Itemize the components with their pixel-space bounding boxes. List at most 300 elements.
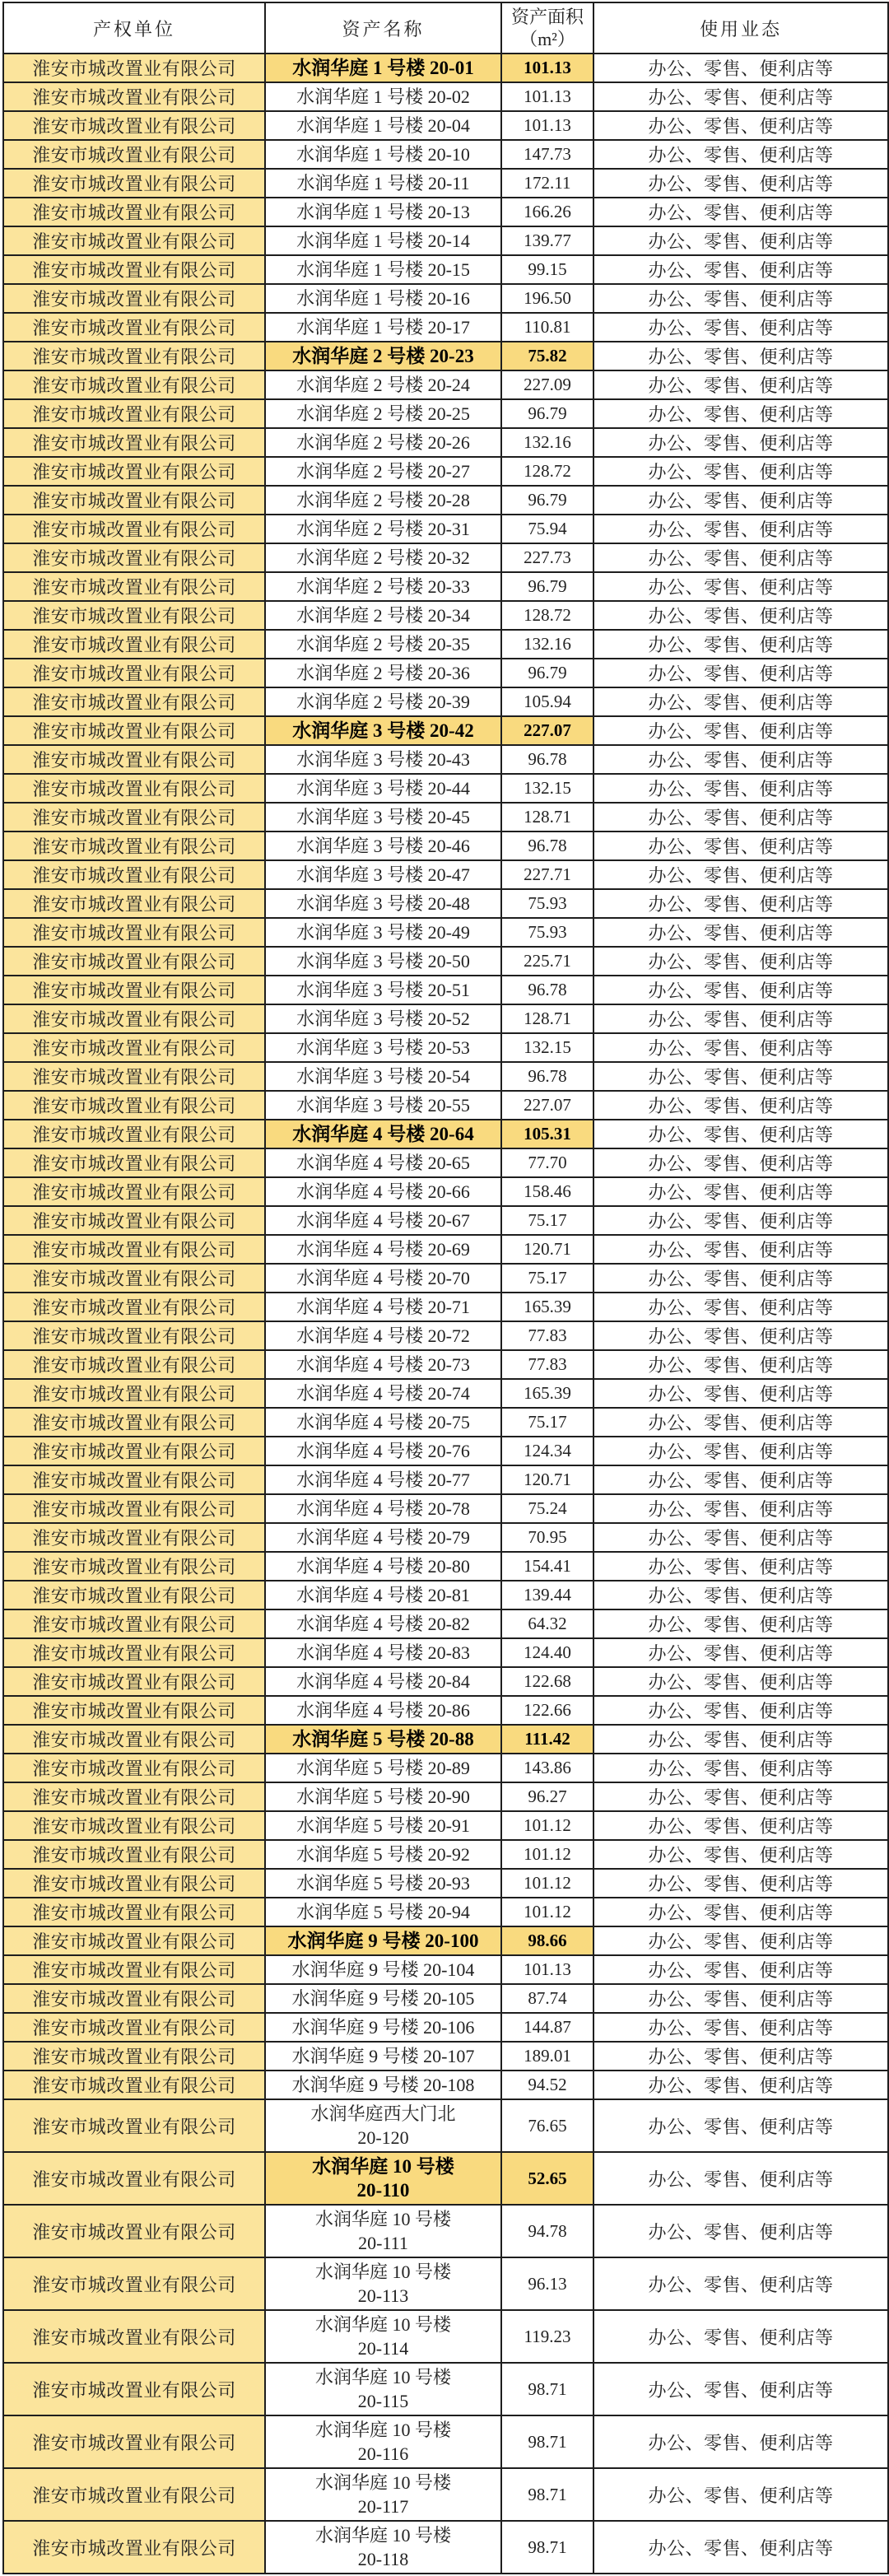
asset-name-cell: 水润华庭 4 号楼 20-78 bbox=[265, 1494, 501, 1523]
usage-cell: 办公、零售、便利店等 bbox=[593, 889, 888, 918]
owner-cell: 淮安市城改置业有限公司 bbox=[3, 1754, 265, 1782]
usage-cell: 办公、零售、便利店等 bbox=[593, 2257, 888, 2310]
owner-cell: 淮安市城改置业有限公司 bbox=[3, 976, 265, 1004]
usage-cell: 办公、零售、便利店等 bbox=[593, 947, 888, 976]
area-cell: 64.32 bbox=[501, 1609, 593, 1638]
area-cell: 196.50 bbox=[501, 284, 593, 313]
usage-cell: 办公、零售、便利店等 bbox=[593, 2363, 888, 2415]
table-body bbox=[3, 54, 888, 2574]
usage-cell: 办公、零售、便利店等 bbox=[593, 399, 888, 428]
area-cell: 120.71 bbox=[501, 1235, 593, 1264]
asset-name-cell: 水润华庭 5 号楼 20-93 bbox=[265, 1869, 501, 1898]
owner-cell: 淮安市城改置业有限公司 bbox=[3, 659, 265, 687]
area-cell: 105.31 bbox=[501, 1120, 593, 1148]
table-row bbox=[3, 1004, 888, 1033]
area-cell: 101.12 bbox=[501, 1811, 593, 1840]
area-cell: 75.93 bbox=[501, 918, 593, 947]
owner-cell: 淮安市城改置业有限公司 bbox=[3, 745, 265, 774]
asset-name-cell: 水润华庭 9 号楼 20-106 bbox=[265, 2013, 501, 2042]
usage-cell: 办公、零售、便利店等 bbox=[593, 1379, 888, 1408]
usage-cell: 办公、零售、便利店等 bbox=[593, 976, 888, 1004]
owner-cell: 淮安市城改置业有限公司 bbox=[3, 889, 265, 918]
usage-cell: 办公、零售、便利店等 bbox=[593, 1437, 888, 1465]
asset-name-cell: 水润华庭 10 号楼 20-117 bbox=[265, 2468, 501, 2521]
asset-name-cell: 水润华庭 10 号楼 20-115 bbox=[265, 2363, 501, 2415]
owner-cell: 淮安市城改置业有限公司 bbox=[3, 774, 265, 803]
area-cell: 75.17 bbox=[501, 1206, 593, 1235]
usage-cell: 办公、零售、便利店等 bbox=[593, 2099, 888, 2152]
table-row bbox=[3, 255, 888, 284]
usage-cell: 办公、零售、便利店等 bbox=[593, 2071, 888, 2099]
usage-cell: 办公、零售、便利店等 bbox=[593, 1581, 888, 1609]
area-cell: 101.13 bbox=[501, 82, 593, 111]
asset-name-cell: 水润华庭 10 号楼 20-116 bbox=[265, 2415, 501, 2468]
area-cell: 165.39 bbox=[501, 1379, 593, 1408]
table-row bbox=[3, 1120, 888, 1148]
area-cell: 132.16 bbox=[501, 630, 593, 659]
area-cell: 110.81 bbox=[501, 313, 593, 342]
area-cell: 144.87 bbox=[501, 2013, 593, 2042]
table-row bbox=[3, 1293, 888, 1321]
asset-name-cell: 水润华庭 1 号楼 20-10 bbox=[265, 140, 501, 169]
table-row bbox=[3, 601, 888, 630]
owner-cell: 淮安市城改置业有限公司 bbox=[3, 342, 265, 370]
asset-name-cell: 水润华庭 4 号楼 20-74 bbox=[265, 1379, 501, 1408]
usage-cell: 办公、零售、便利店等 bbox=[593, 1350, 888, 1379]
owner-cell: 淮安市城改置业有限公司 bbox=[3, 255, 265, 284]
asset-name-cell: 水润华庭 3 号楼 20-49 bbox=[265, 918, 501, 947]
area-cell: 189.01 bbox=[501, 2042, 593, 2071]
usage-cell: 办公、零售、便利店等 bbox=[593, 1869, 888, 1898]
area-cell: 75.17 bbox=[501, 1264, 593, 1293]
usage-cell: 办公、零售、便利店等 bbox=[593, 1004, 888, 1033]
table-row bbox=[3, 1408, 888, 1437]
usage-cell: 办公、零售、便利店等 bbox=[593, 255, 888, 284]
usage-cell: 办公、零售、便利店等 bbox=[593, 2152, 888, 2205]
area-cell: 122.68 bbox=[501, 1667, 593, 1696]
owner-cell: 淮安市城改置业有限公司 bbox=[3, 226, 265, 255]
usage-cell: 办公、零售、便利店等 bbox=[593, 1235, 888, 1264]
asset-name-cell: 水润华庭 1 号楼 20-13 bbox=[265, 198, 501, 226]
owner-cell: 淮安市城改置业有限公司 bbox=[3, 543, 265, 572]
area-cell: 225.71 bbox=[501, 947, 593, 976]
asset-name-cell: 水润华庭 3 号楼 20-54 bbox=[265, 1062, 501, 1091]
table-row bbox=[3, 2521, 888, 2574]
asset-name-cell: 水润华庭 2 号楼 20-32 bbox=[265, 543, 501, 572]
asset-name-cell: 水润华庭 3 号楼 20-42 bbox=[265, 716, 501, 745]
asset-name-cell: 水润华庭 10 号楼 20-111 bbox=[265, 2205, 501, 2257]
asset-name-cell: 水润华庭 4 号楼 20-79 bbox=[265, 1523, 501, 1552]
asset-name-cell: 水润华庭 2 号楼 20-23 bbox=[265, 342, 501, 370]
table-row bbox=[3, 745, 888, 774]
asset-name-cell: 水润华庭 3 号楼 20-44 bbox=[265, 774, 501, 803]
table-row bbox=[3, 1667, 888, 1696]
asset-name-cell: 水润华庭 4 号楼 20-80 bbox=[265, 1552, 501, 1581]
owner-cell: 淮安市城改置业有限公司 bbox=[3, 1869, 265, 1898]
usage-cell: 办公、零售、便利店等 bbox=[593, 1898, 888, 1926]
table-row bbox=[3, 54, 888, 82]
owner-cell: 淮安市城改置业有限公司 bbox=[3, 1609, 265, 1638]
area-cell: 143.86 bbox=[501, 1754, 593, 1782]
usage-cell: 办公、零售、便利店等 bbox=[593, 54, 888, 82]
owner-cell: 淮安市城改置业有限公司 bbox=[3, 1206, 265, 1235]
asset-name-cell: 水润华庭 4 号楼 20-73 bbox=[265, 1350, 501, 1379]
table-row bbox=[3, 1494, 888, 1523]
table-row bbox=[3, 370, 888, 399]
usage-cell: 办公、零售、便利店等 bbox=[593, 457, 888, 486]
usage-cell: 办公、零售、便利店等 bbox=[593, 284, 888, 313]
table-row bbox=[3, 659, 888, 687]
usage-cell: 办公、零售、便利店等 bbox=[593, 111, 888, 140]
table-row bbox=[3, 803, 888, 831]
asset-name-cell: 水润华庭 4 号楼 20-67 bbox=[265, 1206, 501, 1235]
owner-cell: 淮安市城改置业有限公司 bbox=[3, 428, 265, 457]
asset-name-cell: 水润华庭 9 号楼 20-108 bbox=[265, 2071, 501, 2099]
owner-cell: 淮安市城改置业有限公司 bbox=[3, 1696, 265, 1725]
area-cell: 111.42 bbox=[501, 1725, 593, 1754]
table-row bbox=[3, 860, 888, 889]
usage-cell: 办公、零售、便利店等 bbox=[593, 342, 888, 370]
asset-name-cell: 水润华庭 5 号楼 20-89 bbox=[265, 1754, 501, 1782]
table-header bbox=[3, 2, 888, 54]
owner-cell: 淮安市城改置业有限公司 bbox=[3, 947, 265, 976]
usage-cell: 办公、零售、便利店等 bbox=[593, 1955, 888, 1984]
asset-name-cell: 水润华庭 2 号楼 20-34 bbox=[265, 601, 501, 630]
usage-cell: 办公、零售、便利店等 bbox=[593, 1120, 888, 1148]
usage-cell: 办公、零售、便利店等 bbox=[593, 659, 888, 687]
asset-name-cell: 水润华庭 3 号楼 20-50 bbox=[265, 947, 501, 976]
table-row bbox=[3, 2257, 888, 2310]
usage-cell: 办公、零售、便利店等 bbox=[593, 1696, 888, 1725]
owner-cell: 淮安市城改置业有限公司 bbox=[3, 2071, 265, 2099]
header-col-usage: 使用业态 bbox=[593, 2, 888, 54]
asset-name-cell: 水润华庭 1 号楼 20-17 bbox=[265, 313, 501, 342]
table-row bbox=[3, 1091, 888, 1120]
asset-name-cell: 水润华庭 2 号楼 20-26 bbox=[265, 428, 501, 457]
usage-cell: 办公、零售、便利店等 bbox=[593, 370, 888, 399]
area-cell: 158.46 bbox=[501, 1177, 593, 1206]
table-row bbox=[3, 2205, 888, 2257]
asset-name-cell: 水润华庭 4 号楼 20-86 bbox=[265, 1696, 501, 1725]
area-cell: 101.12 bbox=[501, 1869, 593, 1898]
usage-cell: 办公、零售、便利店等 bbox=[593, 1638, 888, 1667]
usage-cell: 办公、零售、便利店等 bbox=[593, 169, 888, 198]
table-row bbox=[3, 630, 888, 659]
area-cell: 101.13 bbox=[501, 1955, 593, 1984]
asset-name-cell: 水润华庭 3 号楼 20-55 bbox=[265, 1091, 501, 1120]
table-row bbox=[3, 2013, 888, 2042]
owner-cell: 淮安市城改置业有限公司 bbox=[3, 313, 265, 342]
asset-name-cell: 水润华庭 2 号楼 20-35 bbox=[265, 630, 501, 659]
asset-name-cell: 水润华庭 1 号楼 20-01 bbox=[265, 54, 501, 82]
usage-cell: 办公、零售、便利店等 bbox=[593, 1465, 888, 1494]
asset-name-cell: 水润华庭 2 号楼 20-33 bbox=[265, 572, 501, 601]
owner-cell: 淮安市城改置业有限公司 bbox=[3, 399, 265, 428]
asset-name-cell: 水润华庭 1 号楼 20-16 bbox=[265, 284, 501, 313]
area-cell: 96.13 bbox=[501, 2257, 593, 2310]
area-cell: 128.71 bbox=[501, 1004, 593, 1033]
owner-cell: 淮安市城改置业有限公司 bbox=[3, 198, 265, 226]
usage-cell: 办公、零售、便利店等 bbox=[593, 1206, 888, 1235]
asset-name-cell: 水润华庭 4 号楼 20-84 bbox=[265, 1667, 501, 1696]
usage-cell: 办公、零售、便利店等 bbox=[593, 1984, 888, 2013]
owner-cell: 淮安市城改置业有限公司 bbox=[3, 716, 265, 745]
asset-name-cell: 水润华庭 2 号楼 20-25 bbox=[265, 399, 501, 428]
table-row bbox=[3, 572, 888, 601]
asset-name-cell: 水润华庭 3 号楼 20-53 bbox=[265, 1033, 501, 1062]
area-cell: 227.07 bbox=[501, 716, 593, 745]
area-cell: 166.26 bbox=[501, 198, 593, 226]
area-cell: 139.77 bbox=[501, 226, 593, 255]
usage-cell: 办公、零售、便利店等 bbox=[593, 1321, 888, 1350]
header-col-owner: 产权单位 bbox=[3, 2, 265, 54]
owner-cell: 淮安市城改置业有限公司 bbox=[3, 1926, 265, 1955]
owner-cell: 淮安市城改置业有限公司 bbox=[3, 1321, 265, 1350]
owner-cell: 淮安市城改置业有限公司 bbox=[3, 1984, 265, 2013]
usage-cell: 办公、零售、便利店等 bbox=[593, 803, 888, 831]
usage-cell: 办公、零售、便利店等 bbox=[593, 1264, 888, 1293]
table-row bbox=[3, 1206, 888, 1235]
owner-cell: 淮安市城改置业有限公司 bbox=[3, 1552, 265, 1581]
owner-cell: 淮安市城改置业有限公司 bbox=[3, 1148, 265, 1177]
table-row bbox=[3, 1148, 888, 1177]
usage-cell: 办公、零售、便利店等 bbox=[593, 2415, 888, 2468]
asset-name-cell: 水润华庭 5 号楼 20-94 bbox=[265, 1898, 501, 1926]
usage-cell: 办公、零售、便利店等 bbox=[593, 1609, 888, 1638]
area-cell: 76.65 bbox=[501, 2099, 593, 2152]
area-cell: 124.34 bbox=[501, 1437, 593, 1465]
owner-cell: 淮安市城改置业有限公司 bbox=[3, 1494, 265, 1523]
table-row bbox=[3, 918, 888, 947]
area-cell: 75.93 bbox=[501, 889, 593, 918]
area-cell: 96.79 bbox=[501, 572, 593, 601]
owner-cell: 淮安市城改置业有限公司 bbox=[3, 1437, 265, 1465]
usage-cell: 办公、零售、便利店等 bbox=[593, 1667, 888, 1696]
area-cell: 128.72 bbox=[501, 601, 593, 630]
owner-cell: 淮安市城改置业有限公司 bbox=[3, 2099, 265, 2152]
area-cell: 132.16 bbox=[501, 428, 593, 457]
table-row bbox=[3, 1465, 888, 1494]
owner-cell: 淮安市城改置业有限公司 bbox=[3, 2363, 265, 2415]
table-row bbox=[3, 831, 888, 860]
table-row bbox=[3, 342, 888, 370]
usage-cell: 办公、零售、便利店等 bbox=[593, 2468, 888, 2521]
owner-cell: 淮安市城改置业有限公司 bbox=[3, 82, 265, 111]
asset-name-cell: 水润华庭 4 号楼 20-65 bbox=[265, 1148, 501, 1177]
area-cell: 96.78 bbox=[501, 1062, 593, 1091]
asset-name-cell: 水润华庭 9 号楼 20-107 bbox=[265, 2042, 501, 2071]
area-cell: 77.70 bbox=[501, 1148, 593, 1177]
table-row bbox=[3, 313, 888, 342]
table-row bbox=[3, 1581, 888, 1609]
asset-name-cell: 水润华庭 5 号楼 20-92 bbox=[265, 1840, 501, 1869]
table-row bbox=[3, 1811, 888, 1840]
owner-cell: 淮安市城改置业有限公司 bbox=[3, 630, 265, 659]
table-row bbox=[3, 399, 888, 428]
table-row bbox=[3, 2099, 888, 2152]
owner-cell: 淮安市城改置业有限公司 bbox=[3, 169, 265, 198]
table-row bbox=[3, 1725, 888, 1754]
usage-cell: 办公、零售、便利店等 bbox=[593, 1725, 888, 1754]
area-cell: 70.95 bbox=[501, 1523, 593, 1552]
asset-name-cell: 水润华庭 9 号楼 20-105 bbox=[265, 1984, 501, 2013]
owner-cell: 淮安市城改置业有限公司 bbox=[3, 1725, 265, 1754]
asset-name-cell: 水润华庭 10 号楼 20-110 bbox=[265, 2152, 501, 2205]
owner-cell: 淮安市城改置业有限公司 bbox=[3, 1120, 265, 1148]
owner-cell: 淮安市城改置业有限公司 bbox=[3, 2521, 265, 2574]
owner-cell: 淮安市城改置业有限公司 bbox=[3, 515, 265, 543]
area-cell: 77.83 bbox=[501, 1350, 593, 1379]
table-row bbox=[3, 1379, 888, 1408]
usage-cell: 办公、零售、便利店等 bbox=[593, 918, 888, 947]
table-row bbox=[3, 486, 888, 515]
asset-name-cell: 水润华庭 3 号楼 20-48 bbox=[265, 889, 501, 918]
owner-cell: 淮安市城改置业有限公司 bbox=[3, 1782, 265, 1811]
area-cell: 52.65 bbox=[501, 2152, 593, 2205]
usage-cell: 办公、零售、便利店等 bbox=[593, 860, 888, 889]
owner-cell: 淮安市城改置业有限公司 bbox=[3, 457, 265, 486]
area-cell: 98.71 bbox=[501, 2521, 593, 2574]
asset-name-cell: 水润华庭 3 号楼 20-52 bbox=[265, 1004, 501, 1033]
owner-cell: 淮安市城改置业有限公司 bbox=[3, 370, 265, 399]
table-row bbox=[3, 543, 888, 572]
asset-name-cell: 水润华庭 2 号楼 20-36 bbox=[265, 659, 501, 687]
usage-cell: 办公、零售、便利店等 bbox=[593, 1408, 888, 1437]
asset-name-cell: 水润华庭 4 号楼 20-83 bbox=[265, 1638, 501, 1667]
usage-cell: 办公、零售、便利店等 bbox=[593, 831, 888, 860]
table-row bbox=[3, 2152, 888, 2205]
usage-cell: 办公、零售、便利店等 bbox=[593, 313, 888, 342]
area-cell: 98.71 bbox=[501, 2363, 593, 2415]
area-cell: 128.71 bbox=[501, 803, 593, 831]
area-cell: 75.82 bbox=[501, 342, 593, 370]
asset-name-cell: 水润华庭 4 号楼 20-64 bbox=[265, 1120, 501, 1148]
header-col-name: 资产名称 bbox=[265, 2, 501, 54]
asset-name-cell: 水润华庭 9 号楼 20-100 bbox=[265, 1926, 501, 1955]
area-cell: 227.07 bbox=[501, 1091, 593, 1120]
table-row bbox=[3, 1350, 888, 1379]
table-row bbox=[3, 2071, 888, 2099]
usage-cell: 办公、零售、便利店等 bbox=[593, 226, 888, 255]
area-cell: 132.15 bbox=[501, 774, 593, 803]
area-cell: 165.39 bbox=[501, 1293, 593, 1321]
asset-name-cell: 水润华庭 5 号楼 20-91 bbox=[265, 1811, 501, 1840]
owner-cell: 淮安市城改置业有限公司 bbox=[3, 1235, 265, 1264]
table-row bbox=[3, 1955, 888, 1984]
owner-cell: 淮安市城改置业有限公司 bbox=[3, 1638, 265, 1667]
table-row bbox=[3, 1177, 888, 1206]
area-cell: 96.79 bbox=[501, 659, 593, 687]
area-cell: 94.52 bbox=[501, 2071, 593, 2099]
usage-cell: 办公、零售、便利店等 bbox=[593, 1148, 888, 1177]
owner-cell: 淮安市城改置业有限公司 bbox=[3, 1091, 265, 1120]
area-cell: 122.66 bbox=[501, 1696, 593, 1725]
area-cell: 227.09 bbox=[501, 370, 593, 399]
area-cell: 96.79 bbox=[501, 486, 593, 515]
owner-cell: 淮安市城改置业有限公司 bbox=[3, 860, 265, 889]
table-row bbox=[3, 515, 888, 543]
owner-cell: 淮安市城改置业有限公司 bbox=[3, 1581, 265, 1609]
table-row bbox=[3, 1321, 888, 1350]
table-row bbox=[3, 82, 888, 111]
asset-name-cell: 水润华庭 4 号楼 20-69 bbox=[265, 1235, 501, 1264]
owner-cell: 淮安市城改置业有限公司 bbox=[3, 1465, 265, 1494]
table-row bbox=[3, 1926, 888, 1955]
asset-name-cell: 水润华庭 4 号楼 20-76 bbox=[265, 1437, 501, 1465]
owner-cell: 淮安市城改置业有限公司 bbox=[3, 1264, 265, 1293]
owner-cell: 淮安市城改置业有限公司 bbox=[3, 687, 265, 716]
asset-name-cell: 水润华庭 3 号楼 20-45 bbox=[265, 803, 501, 831]
owner-cell: 淮安市城改置业有限公司 bbox=[3, 1667, 265, 1696]
area-cell: 96.78 bbox=[501, 745, 593, 774]
area-cell: 75.94 bbox=[501, 515, 593, 543]
area-cell: 124.40 bbox=[501, 1638, 593, 1667]
asset-name-cell: 水润华庭 9 号楼 20-104 bbox=[265, 1955, 501, 1984]
area-cell: 139.44 bbox=[501, 1581, 593, 1609]
owner-cell: 淮安市城改置业有限公司 bbox=[3, 2205, 265, 2257]
area-cell: 96.78 bbox=[501, 831, 593, 860]
asset-name-cell: 水润华庭 4 号楼 20-81 bbox=[265, 1581, 501, 1609]
table-row bbox=[3, 1609, 888, 1638]
asset-name-cell: 水润华庭 5 号楼 20-90 bbox=[265, 1782, 501, 1811]
asset-name-cell: 水润华庭 2 号楼 20-27 bbox=[265, 457, 501, 486]
asset-name-cell: 水润华庭 3 号楼 20-46 bbox=[265, 831, 501, 860]
table-row bbox=[3, 1898, 888, 1926]
table-row bbox=[3, 1840, 888, 1869]
owner-cell: 淮安市城改置业有限公司 bbox=[3, 1840, 265, 1869]
asset-table bbox=[2, 2, 889, 2574]
area-cell: 101.13 bbox=[501, 111, 593, 140]
table-row bbox=[3, 2363, 888, 2415]
asset-name-cell: 水润华庭 3 号楼 20-43 bbox=[265, 745, 501, 774]
table-row bbox=[3, 1552, 888, 1581]
usage-cell: 办公、零售、便利店等 bbox=[593, 2205, 888, 2257]
area-cell: 94.78 bbox=[501, 2205, 593, 2257]
owner-cell: 淮安市城改置业有限公司 bbox=[3, 2415, 265, 2468]
area-cell: 75.24 bbox=[501, 1494, 593, 1523]
asset-name-cell: 水润华庭 4 号楼 20-70 bbox=[265, 1264, 501, 1293]
usage-cell: 办公、零售、便利店等 bbox=[593, 1177, 888, 1206]
usage-cell: 办公、零售、便利店等 bbox=[593, 2521, 888, 2574]
owner-cell: 淮安市城改置业有限公司 bbox=[3, 1177, 265, 1206]
owner-cell: 淮安市城改置业有限公司 bbox=[3, 1293, 265, 1321]
table-row bbox=[3, 111, 888, 140]
area-cell: 101.12 bbox=[501, 1898, 593, 1926]
table-row bbox=[3, 716, 888, 745]
table-row bbox=[3, 1782, 888, 1811]
owner-cell: 淮安市城改置业有限公司 bbox=[3, 2310, 265, 2363]
area-cell: 96.78 bbox=[501, 976, 593, 1004]
area-cell: 99.15 bbox=[501, 255, 593, 284]
usage-cell: 办公、零售、便利店等 bbox=[593, 774, 888, 803]
area-cell: 98.71 bbox=[501, 2468, 593, 2521]
asset-name-cell: 水润华庭 10 号楼 20-113 bbox=[265, 2257, 501, 2310]
table-row bbox=[3, 1984, 888, 2013]
table-row bbox=[3, 687, 888, 716]
table-row bbox=[3, 198, 888, 226]
asset-name-cell: 水润华庭西大门北 20-120 bbox=[265, 2099, 501, 2152]
table-row bbox=[3, 774, 888, 803]
table-row bbox=[3, 889, 888, 918]
table-header-row bbox=[3, 2, 888, 54]
area-cell: 119.23 bbox=[501, 2310, 593, 2363]
asset-name-cell: 水润华庭 10 号楼 20-118 bbox=[265, 2521, 501, 2574]
owner-cell: 淮安市城改置业有限公司 bbox=[3, 831, 265, 860]
area-cell: 101.13 bbox=[501, 54, 593, 82]
owner-cell: 淮安市城改置业有限公司 bbox=[3, 140, 265, 169]
owner-cell: 淮安市城改置业有限公司 bbox=[3, 486, 265, 515]
usage-cell: 办公、零售、便利店等 bbox=[593, 2042, 888, 2071]
